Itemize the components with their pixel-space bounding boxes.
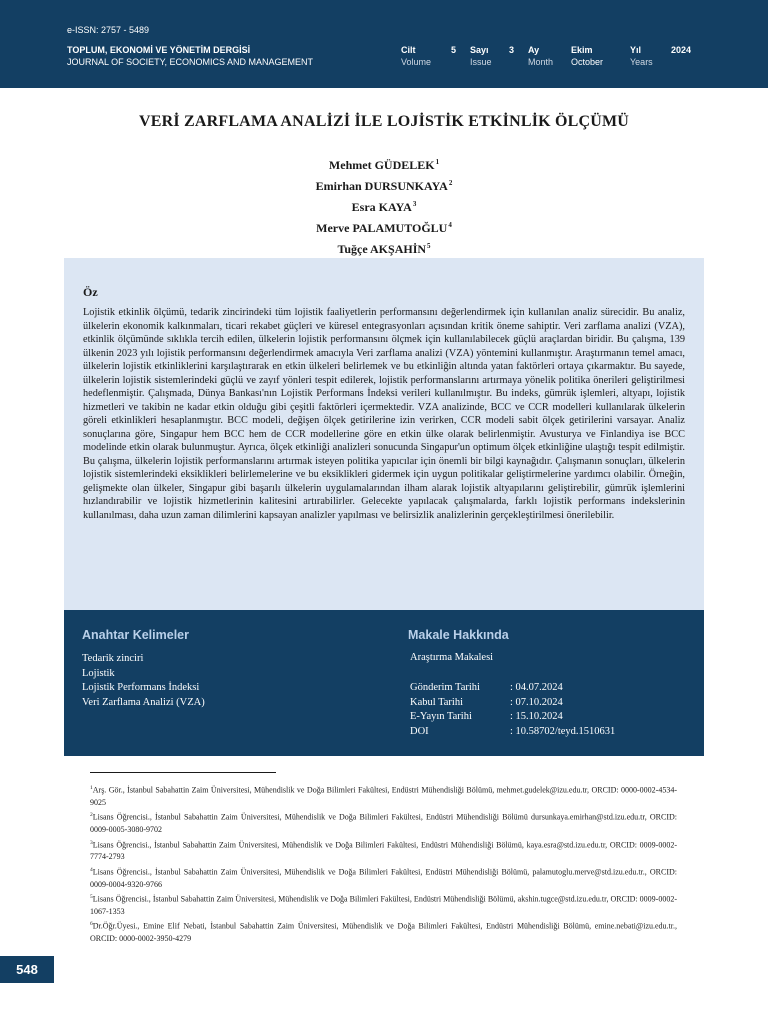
keywords-list: [82, 652, 205, 710]
footnote: $^1$Arş. Gör., İstanbul Sabahattin Zaim Üniversitesi, Mühendislik ve Doğa Bilimleri Fakültesi, Endüstri Mühendisliği Bölümü, mehmet.gudelek@izu.edu.tr, ORCID: 0000-0002-4534-9025: [90, 785, 677, 807]
page-number: 548: [0, 956, 54, 983]
footnote-divider: [90, 772, 276, 773]
footnote: $^2$Lisans Öğrencisi., İstanbul Sabahattin Zaim Üniversitesi, Mühendislik ve Doğa Bilimleri Fakültesi, Endüstri Mühendisliği Bölümü dursunkaya.emirhan@std.izu.edu.tr, ORCID: 0009-0005-3080-9702: [90, 812, 677, 835]
author: Tuğçe AKŞAHİN$^5$: [337, 242, 431, 256]
epub-date-row: E-Yayın Tarihi : 15.10.2024: [410, 711, 563, 722]
article-info-box: [64, 610, 704, 756]
keywords-heading: Anahtar Kelimeler: [82, 628, 189, 642]
issn: e-ISSN: 2757 - 5489: [67, 25, 150, 35]
author: Mehmet GÜDELEK$^1$: [328, 158, 440, 172]
footnote: $^5$Lisans Öğrencisi., İstanbul Sabahattin Zaim Üniversitesi, Mühendislik ve Doğa Bilimleri Fakültesi, Endüstri Mühendisliği Bölümü, akshin.tugce@std.izu.edu.tr, ORCID: 0009-0002-1067-1353: [90, 894, 677, 916]
year-label: Yıl Years: [630, 45, 653, 67]
journal-header: [0, 0, 768, 88]
author: Emirhan DURSUNKAYA$^2$: [315, 179, 453, 193]
article-type: Araştırma Makalesi: [410, 652, 494, 663]
journal-title-en: JOURNAL OF SOCIETY, ECONOMICS AND MANAGEMENT: [67, 57, 314, 67]
footnote: $^3$Lisans Öğrencisi., İstanbul Sabahattin Zaim Üniversitesi, Mühendislik ve Doğa Bilimleri Fakültesi, Endüstri Mühendisliği Bölümü, kaya.esra@std.izu.edu.tr, ORCID: 0009-0002-7774-2793: [90, 839, 677, 862]
footnote: $^6$Dr.Öğr.Üyesi., Emine Elif Nebati, İstanbul Sabahattin Zaim Üniversitesi, Mühendislik ve Doğa Bilimleri Fakültesi, Endüstri Mühendisliği Bölümü, emine.nebati@izu.edu.tr., ORCID: 0000-0002-3950-4279: [90, 921, 677, 944]
abstract-heading: Öz: [83, 285, 98, 299]
footnotes: [90, 782, 677, 946]
author: Merve PALAMUTOĞLU$^4$: [316, 221, 452, 235]
issue-value: 3: [509, 45, 515, 55]
keyword-item: Lojistik Performans İndeksi: [82, 682, 200, 693]
month-value: Ekim October: [571, 45, 604, 67]
month-label: Ay Month: [528, 45, 554, 67]
keyword-item: Veri Zarflama Analizi (VZA): [82, 696, 205, 708]
abstract-text: Lojistik etkinlik ölçümü, tedarik zincirindeki tüm lojistik faaliyetlerin performansını değerlendirmek için kullanılan analiz sürecidir. Bu analiz, ülkelerin ekonomik kalkınmaları, ticari rekabet güçleri ve küresel entegrasyonları açısından kritik öneme sahiptir. Veri zarflama analizi (VZA), etkinlik ölçümünde sıklıkla tercih edilen, ülkelerin lojistik performansını ölçmek için kullanılabilecek güçlü araçlardan biridir. Bu çalışma, 139 ülkenin 2023 yılı lojistik performansını değerlendirmek amacıyla Veri zarflama analizi (VZA) yöntemini kullanmıştır. Araştırmanın temel amacı, ülkelerin lojistik etkinliklerini karşılaştırarak en etkin ülkeleri belirlemek ve bu etkinliğin altında yatan faktörleri ortaya çıkarmaktır. Bu sayede, ülkelerin lojistik sistemlerindeki güçlü ve zayıf yönleri tespit edilerek, lojistik performanslarını artırmaya yönelik politika önerileri geliştirilmesi hedeflenmiştir. Çalışmada, Dünya Bankası'nın Lojistik Performans İndeksi verileri kullanılmıştır. Bu indeks, gümrük işlemleri, altyapı, lojistik hizmetleri ve takibin ne kadar etkin olduğu gibi çeşitli faktörleri içermektedir. VZA analizinde, BCC ve CCR modelleri kullanılarak ülkelerin göreli etkinlikleri hesaplanmıştır. BCC modeli, değişen ölçek getirilerine izin verirken, CCR modeli sabit ölçek getirilerini varsayar. Analiz sonuçlarına göre, Singapur hem BCC hem de CCR modellerine göre en etkin ülke olarak belirlenmiştir. Avusturya ve Finlandiya ise BCC modelinde etkin olarak bulunmuştur. Ayrıca, ölçek etkinliği analizleri sonucunda Singapur'un optimum ölçek etkinliğine ulaştığı tespit edilmiştir. Bu çalışma, ülkelerin lojistik performanslarını artırmak isteyen politika yapıcılar için önemli bir bilgi kaynağıdır. Çalışmanın sonuçları, ülkelerin lojistik sistemlerindeki eksiklikleri belirlemelerine ve bu eksiklikleri gidermek için uygun politikalar geliştirmelerine yardımcı olabilir. Örneğin, gelişmekte olan ülkeler, Singapur gibi başarılı ülkelerin uygulamalarından ilham alarak lojistik altyapılarını geliştirebilir, gümrük işlemlerini hızlandırabilir ve lojistik hizmetlerinin kalitesini artırabilirler. Gelecekte yapılacak çalışmalarda, farklı lojistik performans indekslerinin kullanılması, daha uzun zaman dilimlerini kapsayan analizler yapılması ve belirsizlik analizlerinin gerçekleştirilmesi önerilebilir.: [83, 307, 685, 521]
article-title: VERİ ZARFLAMA ANALİZİ İLE LOJİSTİK ETKİNLİK ÖLÇÜMÜ: [138, 113, 630, 130]
author: Esra KAYA$^3$: [351, 200, 417, 214]
footnote: $^4$Lisans Öğrencisi., İstanbul Sabahattin Zaim Üniversitesi, Mühendislik ve Doğa Bilimleri Fakültesi, Endüstri Mühendisliği Bölümü, palamutoglu.merve@std.izu.edu.tr., ORCID: 0009-0004-9320-9766: [90, 866, 677, 889]
volume-label: Cilt Volume: [401, 45, 432, 67]
year-value: 2024: [671, 45, 692, 55]
article-info-heading: Makale Hakkında: [408, 628, 509, 642]
volume-value: 5: [451, 45, 457, 55]
acceptance-date-row: Kabul Tarihi : 07.10.2024: [410, 696, 563, 708]
issue-label: Sayı Issue: [470, 45, 492, 67]
keyword-item: Tedarik zinciri: [82, 653, 144, 664]
submission-date-row: Gönderim Tarihi : 04.07.2024: [410, 682, 563, 693]
keyword-item: Lojistik: [82, 667, 115, 679]
doi-row[interactable]: DOI : 10.58702/teyd.1510631: [410, 725, 616, 737]
journal-title-tr: TOPLUM, EKONOMİ VE YÖNETİM DERGİSİ: [67, 45, 251, 55]
abstract-box: [64, 258, 704, 610]
